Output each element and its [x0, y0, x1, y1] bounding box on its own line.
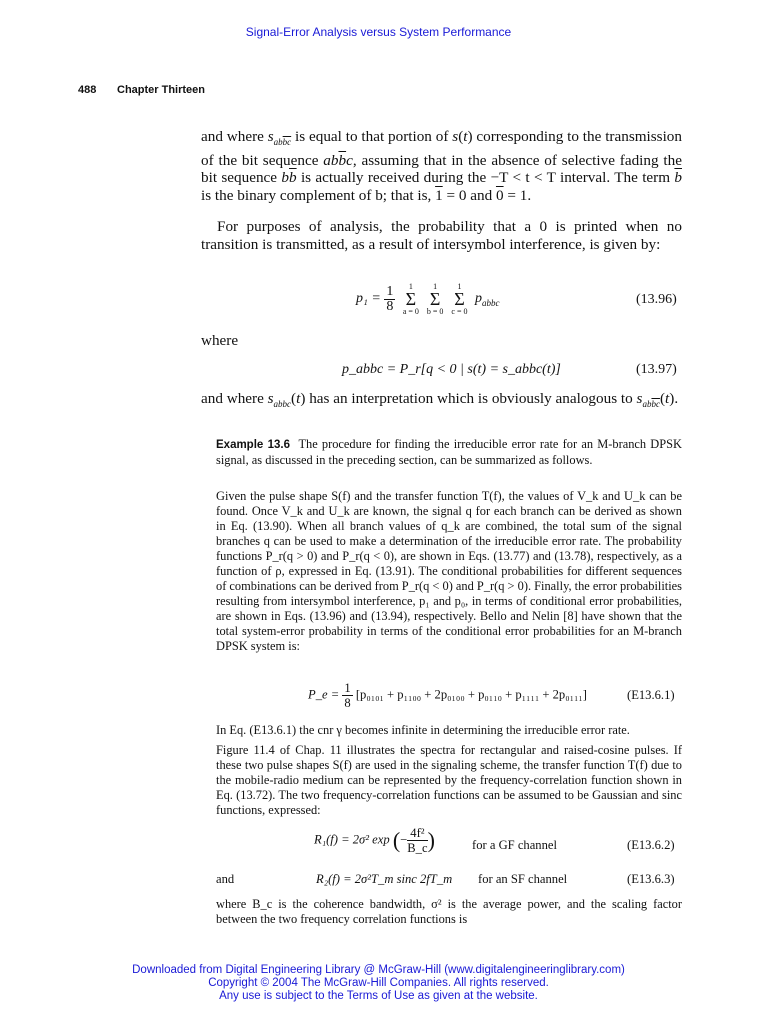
irreducible-note: In Eq. (E13.6.1) the cnr γ becomes infinite in determining the irreducible error rate.	[216, 723, 630, 737]
intro-paragraph-3: and where $s_{abbc}(t)$ has an interpretation which is obviously analogous to $s_{ab\overline{bc}}(t)$.	[201, 390, 679, 410]
equation-number-e13-6-2: (E13.6.2)	[627, 838, 675, 852]
equation-number-13-96: (13.96)	[636, 292, 677, 307]
equation-number-e13-6-3: (E13.6.3)	[627, 872, 675, 886]
example-body: Given the pulse shape S(f) and the transfer function T(f), the values of V_k and U_k can be found. Once V_k and U_k are known, the signal q for each branch can be derived as shown in Eq. (13.90). When all branch values of q_k are combined, the total sum of the signal branches q can be used to make a determination of the irreducible error rate. The probability functions P_r(q > 0) and P_r(q < 0), are shown in Eqs. (13.77) and (13.78), respectively, as a function of ρ, expressed in Eq. (13.91). The conditional probabilities for different sequences of combinations can be derived from P_r(q < 0) and P_r(q > 0). Finally, the error probabilities resulting from intersymbol interference, p₁ and p₀, in terms of conditional error probabilities, are shown in Eqs. (13.96) and (13.94), respectively. Bello and Nelin [8] have shown that the total system-error probability in terms of the conditional error probabilities for an M-branch DPSK system is:	[216, 489, 683, 653]
page-number: 488	[78, 84, 97, 96]
equation-e13-6-1: P_e = $\frac{1}{8}$ [p₀₁₀₁ + p₁₁₀₀ + 2p₀₁₀₀ + p₀₁₁₀ + p₁₁₁₁ + 2p₀₁₁₁]	[308, 681, 587, 710]
running-header-title: Signal-Error Analysis versus System Performance	[245, 25, 512, 39]
equation-e13-6-2: R₁(f) = 2σ² exp (− $\frac{\text{4f²}}{B\_c}$ )	[314, 826, 435, 855]
equation-13-96: p₁ = $\frac{1}{8}$ 1 Σ a = 0 1 Σ b = 0 1 Σ c = 0 $p_{abbc}$	[356, 282, 500, 316]
equation-number-e13-6-1: (E13.6.1)	[627, 688, 675, 702]
sf-channel-label: for an SF channel	[478, 872, 568, 886]
footer	[0, 964, 757, 1003]
intro-paragraph-2: For purposes of analysis, the probability that a 0 is printed when no transition is transmitted, as a result of intersymbol interference, is given by:	[201, 218, 682, 253]
chapter-title: Chapter Thirteen	[117, 84, 206, 96]
closing-paragraph: where B_c is the coherence bandwidth, σ² is the average power, and the scaling factor between the two frequency correlation functions is	[216, 897, 682, 926]
footer-copyright: Copyright © 2004 The McGraw-Hill Companies. All rights reserved.	[208, 977, 549, 989]
equation-number-13-97: (13.97)	[636, 362, 677, 377]
example-intro: Example 13.6 The procedure for finding the irreducible error rate for an M-branch DPSK signal, as discussed in the preceding section, can be summarized as follows.	[216, 437, 682, 467]
equation-e13-6-3: R₂(f) = 2σ²T_m sinc 2fT_m	[316, 872, 453, 886]
intro-paragraph-1: and where $s_{ab\overline{bc}}$ is equal to that portion of s(t) corresponding to the transmission of the bit sequence $ab\overline{b}c$, assuming that in the absence of selective fading the bit sequence $b\overline{b}$ is actually received during the −T < t < T interval. The term $\overline{b}$ is the binary complement of b; that is, 1 = 0 and 0 = 1.	[201, 128, 682, 204]
and-label: and	[216, 872, 235, 886]
equation-13-97: p_abbc = P_r[q < 0 | s(t) = s_abbc(t)]	[342, 362, 561, 377]
footer-terms-link[interactable]: Any use is subject to the Terms of Use as given at the website.	[219, 990, 538, 1002]
gf-channel-label: for a GF channel	[472, 838, 557, 852]
footer-download-link[interactable]: Downloaded from Digital Engineering Library @ McGraw-Hill (www.digitalengineeringlibrary.com)	[132, 964, 625, 976]
figure-paragraph: Figure 11.4 of Chap. 11 illustrates the spectra for rectangular and raised-cosine pulses. If these two pulse shapes S(f) are used in the signaling scheme, the transfer function T(f) due to the mobile-radio medium can be represented by the frequency-correlation function shown in Eq. (13.72). The two frequency-correlation functions can be assumed to be Gaussian and sinc functions, expressed:	[216, 743, 682, 817]
where-label: where	[201, 332, 239, 349]
